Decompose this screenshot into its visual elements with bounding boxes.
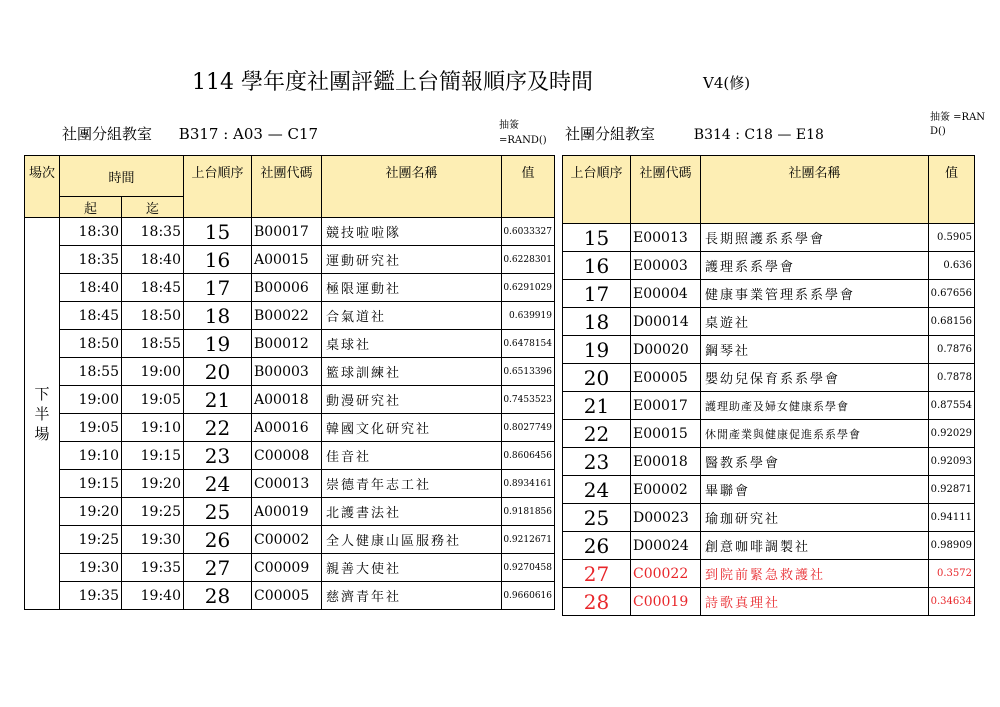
right-club-code: E00015 [631,420,701,448]
right-order-number: 22 [563,420,631,448]
order-number: 28 [184,582,252,610]
end-time: 18:50 [122,302,184,330]
right-table-row [563,504,975,532]
right-order-number: 26 [563,532,631,560]
right-table-row [563,392,975,420]
right-club-code: E00017 [631,392,701,420]
left-table-row [25,246,555,274]
left-table-row [25,582,555,610]
right-rand-value: 0.98909 [929,532,975,560]
right-order-number: 25 [563,504,631,532]
right-club-name: 醫教系學會 [701,448,929,476]
session-cell: 下半場 [25,218,60,610]
right-table-row [563,420,975,448]
left-table-row [25,274,555,302]
right-club-name: 瑜珈研究社 [701,504,929,532]
right-order-number: 17 [563,280,631,308]
rand-value: 0.9212671 [502,526,555,554]
right-club-code: E00003 [631,252,701,280]
rand-value: 0.6513396 [502,358,555,386]
right-rand-value: 0.92029 [929,420,975,448]
start-time: 18:30 [60,218,122,246]
left-table-row [25,386,555,414]
left-table-row [25,470,555,498]
order-number: 17 [184,274,252,302]
right-club-code: D00023 [631,504,701,532]
right-rand-value: 0.92871 [929,476,975,504]
right-club-name: 護理系系學會 [701,252,929,280]
right-club-code: D00014 [631,308,701,336]
start-time: 19:05 [60,414,122,442]
club-name: 極限運動社 [322,274,502,302]
right-value-header: 值 [929,156,975,224]
end-time: 19:05 [122,386,184,414]
club-code: B00022 [252,302,322,330]
right-club-name: 桌遊社 [701,308,929,336]
club-name: 北護書法社 [322,498,502,526]
right-rand-value: 0.7876 [929,336,975,364]
right-table-row [563,252,975,280]
order-header: 上台順序 [184,156,252,218]
right-table-row [563,224,975,252]
right-club-name: 長期照護系系學會 [701,224,929,252]
club-code: A00019 [252,498,322,526]
club-name: 桌球社 [322,330,502,358]
order-number: 20 [184,358,252,386]
rand-value: 0.6228301 [502,246,555,274]
start-time: 19:30 [60,554,122,582]
left-table-row [25,358,555,386]
left-table-row [25,414,555,442]
rand-value: 0.7453523 [502,386,555,414]
right-club-name: 嬰幼兒保育系系學會 [701,364,929,392]
end-time: 18:40 [122,246,184,274]
left-draw-label-1: 抽簽 [499,120,519,131]
right-schedule-table [562,155,975,616]
right-club-name: 創意咖啡調製社 [701,532,929,560]
start-time: 18:55 [60,358,122,386]
order-number: 19 [184,330,252,358]
start-time: 19:20 [60,498,122,526]
start-header: 起 [60,197,122,218]
right-room-heading [565,123,824,144]
value-header: 值 [502,156,555,218]
club-name: 韓國文化研究社 [322,414,502,442]
right-order-number: 16 [563,252,631,280]
version-label: V4(修) [703,74,751,92]
right-table-row [563,532,975,560]
start-time: 18:50 [60,330,122,358]
club-code: A00016 [252,414,322,442]
session-header: 場次 [25,156,60,218]
rand-value: 0.639919 [502,302,555,330]
right-draw-note: 抽簽 =RAND() [930,112,986,137]
order-number: 26 [184,526,252,554]
right-order-number: 20 [563,364,631,392]
end-time: 19:25 [122,498,184,526]
end-time: 19:30 [122,526,184,554]
end-time: 19:10 [122,414,184,442]
right-club-code: C00019 [631,588,701,616]
right-rand-value: 0.34634 [929,588,975,616]
right-rand-value: 0.5905 [929,224,975,252]
right-rand-value: 0.94111 [929,504,975,532]
right-room-label: 社團分組教室 [565,125,656,143]
right-table-row [563,560,975,588]
club-name: 運動研究社 [322,246,502,274]
right-order-number: 23 [563,448,631,476]
left-table-row [25,330,555,358]
right-order-number: 28 [563,588,631,616]
right-table-row [563,476,975,504]
club-code: B00017 [252,218,322,246]
club-name: 合氣道社 [322,302,502,330]
left-room-label: 社團分組教室 [62,125,153,143]
right-order-number: 27 [563,560,631,588]
right-club-code: E00004 [631,280,701,308]
club-code: B00012 [252,330,322,358]
code-header: 社團代碼 [252,156,322,218]
start-time: 19:10 [60,442,122,470]
right-order-number: 24 [563,476,631,504]
rand-value: 0.6033327 [502,218,555,246]
start-time: 19:15 [60,470,122,498]
left-table-row [25,498,555,526]
right-table-row [563,280,975,308]
right-club-name: 詩歌真理社 [701,588,929,616]
club-code: A00015 [252,246,322,274]
right-order-number: 19 [563,336,631,364]
right-club-code: E00005 [631,364,701,392]
right-club-code: D00024 [631,532,701,560]
club-name: 籃球訓練社 [322,358,502,386]
club-code: C00013 [252,470,322,498]
club-code: C00002 [252,526,322,554]
right-rand-value: 0.67656 [929,280,975,308]
right-club-code: D00020 [631,336,701,364]
end-header: 迄 [122,197,184,218]
end-time: 19:40 [122,582,184,610]
right-order-header: 上台順序 [563,156,631,224]
rand-value: 0.6478154 [502,330,555,358]
club-code: C00008 [252,442,322,470]
right-name-header: 社團名稱 [701,156,929,224]
left-table-row [25,526,555,554]
order-number: 16 [184,246,252,274]
start-time: 18:45 [60,302,122,330]
rand-value: 0.8027749 [502,414,555,442]
left-draw-label-2: =RAND() [499,135,547,146]
order-number: 23 [184,442,252,470]
right-club-code: C00022 [631,560,701,588]
left-schedule-table [24,155,555,610]
right-rand-value: 0.92093 [929,448,975,476]
end-time: 19:20 [122,470,184,498]
right-club-code: E00018 [631,448,701,476]
club-code: C00005 [252,582,322,610]
rand-value: 0.8934161 [502,470,555,498]
left-table-row [25,442,555,470]
order-number: 18 [184,302,252,330]
left-table-row [25,218,555,246]
right-rand-value: 0.3572 [929,560,975,588]
right-table-row [563,448,975,476]
name-header: 社團名稱 [322,156,502,218]
right-order-number: 15 [563,224,631,252]
right-club-name: 護理助產及婦女健康系學會 [701,392,929,420]
order-number: 22 [184,414,252,442]
club-name: 慈濟青年社 [322,582,502,610]
order-number: 21 [184,386,252,414]
club-name: 競技啦啦隊 [322,218,502,246]
club-name: 親善大使社 [322,554,502,582]
club-name: 全人健康山區服務社 [322,526,502,554]
right-room-code: B314 : C18 — E18 [693,127,824,143]
end-time: 19:00 [122,358,184,386]
right-rand-value: 0.87554 [929,392,975,420]
left-room-code: B317 : A03 — C17 [178,125,319,143]
start-time: 18:35 [60,246,122,274]
right-club-name: 鋼琴社 [701,336,929,364]
right-club-code: E00002 [631,476,701,504]
right-club-name: 到院前緊急救護社 [701,560,929,588]
rand-value: 0.8606456 [502,442,555,470]
right-club-name: 健康事業管理系系學會 [701,280,929,308]
right-rand-value: 0.68156 [929,308,975,336]
right-club-code: E00013 [631,224,701,252]
right-rand-value: 0.7878 [929,364,975,392]
start-time: 18:40 [60,274,122,302]
right-club-name: 休閒產業與健康促進系系學會 [701,420,929,448]
start-time: 19:00 [60,386,122,414]
left-table-row [25,302,555,330]
right-order-number: 18 [563,308,631,336]
end-time: 18:35 [122,218,184,246]
start-time: 19:25 [60,526,122,554]
right-code-header: 社團代碼 [631,156,701,224]
club-code: C00009 [252,554,322,582]
order-number: 15 [184,218,252,246]
end-time: 18:45 [122,274,184,302]
right-table-row [563,588,975,616]
club-name: 崇德青年志工社 [322,470,502,498]
right-table-row [563,336,975,364]
left-room-heading [62,123,318,144]
rand-value: 0.9181856 [502,498,555,526]
end-time: 18:55 [122,330,184,358]
right-table-row [563,308,975,336]
club-name: 動漫研究社 [322,386,502,414]
club-name: 佳音社 [322,442,502,470]
club-code: B00006 [252,274,322,302]
order-number: 25 [184,498,252,526]
order-number: 24 [184,470,252,498]
right-club-name: 畢聯會 [701,476,929,504]
time-header: 時間 [60,156,184,197]
rand-value: 0.6291029 [502,274,555,302]
left-table-row [25,554,555,582]
end-time: 19:15 [122,442,184,470]
page-title: 114 學年度社團評鑑上台簡報順序及時間 [192,70,593,95]
rand-value: 0.9270458 [502,554,555,582]
rand-value: 0.9660616 [502,582,555,610]
right-order-number: 21 [563,392,631,420]
club-code: A00018 [252,386,322,414]
right-rand-value: 0.636 [929,252,975,280]
order-number: 27 [184,554,252,582]
right-table-row [563,364,975,392]
club-code: B00003 [252,358,322,386]
start-time: 19:35 [60,582,122,610]
end-time: 19:35 [122,554,184,582]
left-draw-note [499,118,547,148]
